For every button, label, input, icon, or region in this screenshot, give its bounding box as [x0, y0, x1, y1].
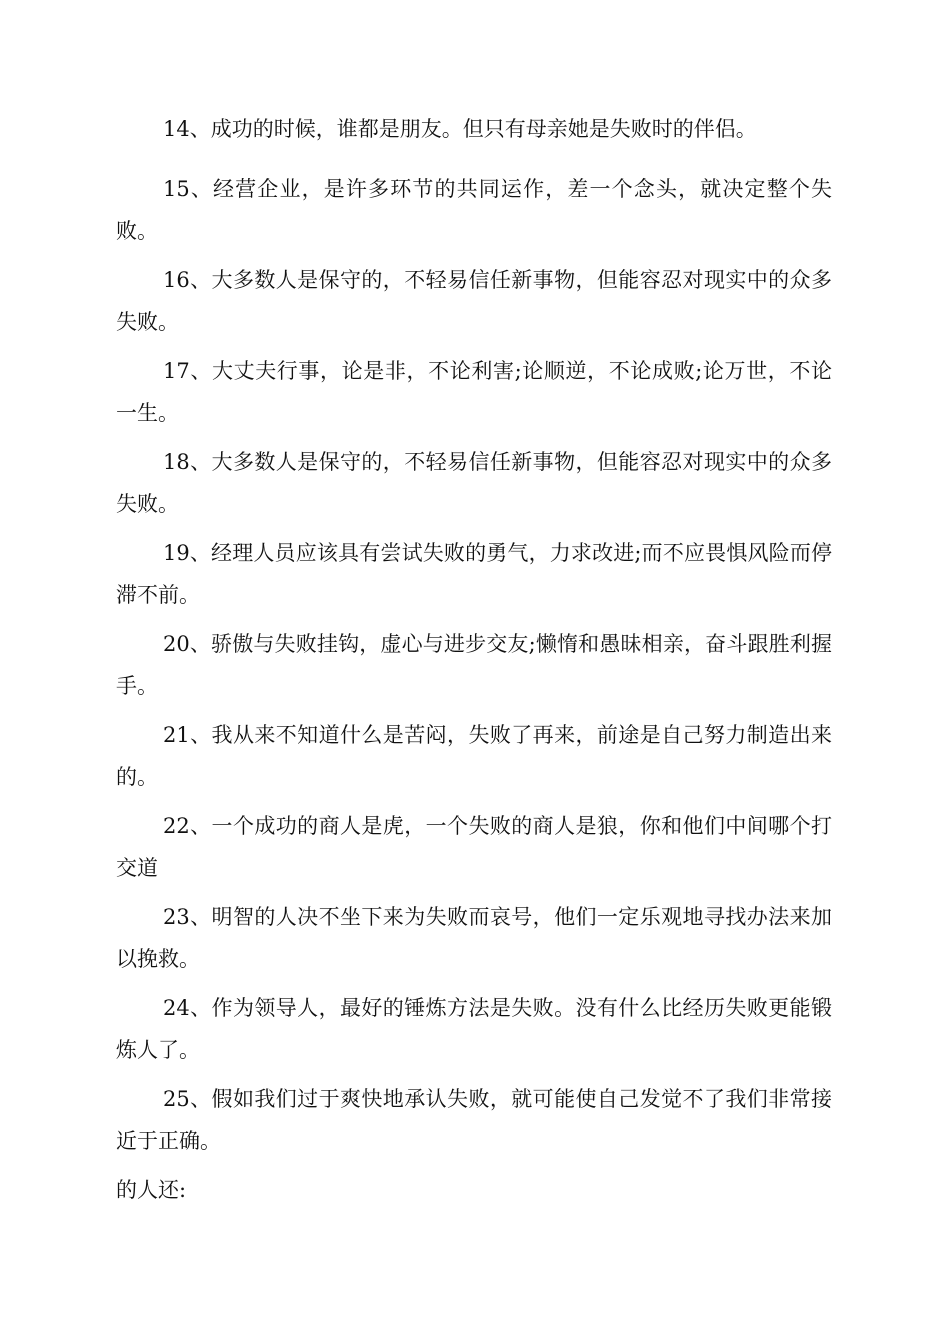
- paragraph-24: 24、作为领导人，最好的锤炼方法是失败。没有什么比经历失败更能锻炼人了。: [116, 996, 832, 1062]
- paragraph-15: 15、经营企业，是许多环节的共同运作，差一个念头，就决定整个失败。: [116, 177, 832, 243]
- paragraph-17: 17、大丈夫行事，论是非，不论利害;论顺逆，不论成败;论万世，不论一生。: [116, 359, 832, 425]
- paragraph-23: 23、明智的人决不坐下来为失败而哀号，他们一定乐观地寻找办法来加以挽救。: [116, 905, 832, 971]
- paragraph-25: 25、假如我们过于爽快地承认失败，就可能使自己发觉不了我们非常接近于正确。: [116, 1087, 832, 1153]
- paragraph-14: 14、成功的时候，谁都是朋友。但只有母亲她是失败时的伴侣。: [163, 117, 757, 141]
- paragraph-18: 18、大多数人是保守的，不轻易信任新事物，但能容忍对现实中的众多失败。: [116, 450, 832, 516]
- trailing-text: 的人还:: [116, 1178, 187, 1202]
- paragraph-20: 20、骄傲与失败挂钩，虚心与进步交友;懒惰和愚昧相亲，奋斗跟胜利握手。: [116, 632, 832, 698]
- paragraph-21: 21、我从来不知道什么是苦闷，失败了再来，前途是自己努力制造出来的。: [116, 723, 832, 789]
- paragraph-19: 19、经理人员应该具有尝试失败的勇气，力求改进;而不应畏惧风险而停滞不前。: [116, 541, 832, 607]
- paragraph-22: 22、一个成功的商人是虎，一个失败的商人是狼，你和他们中间哪个打交道: [116, 814, 832, 880]
- document-body: [116, 108, 832, 1218]
- paragraph-16: 16、大多数人是保守的，不轻易信任新事物，但能容忍对现实中的众多失败。: [116, 268, 832, 334]
